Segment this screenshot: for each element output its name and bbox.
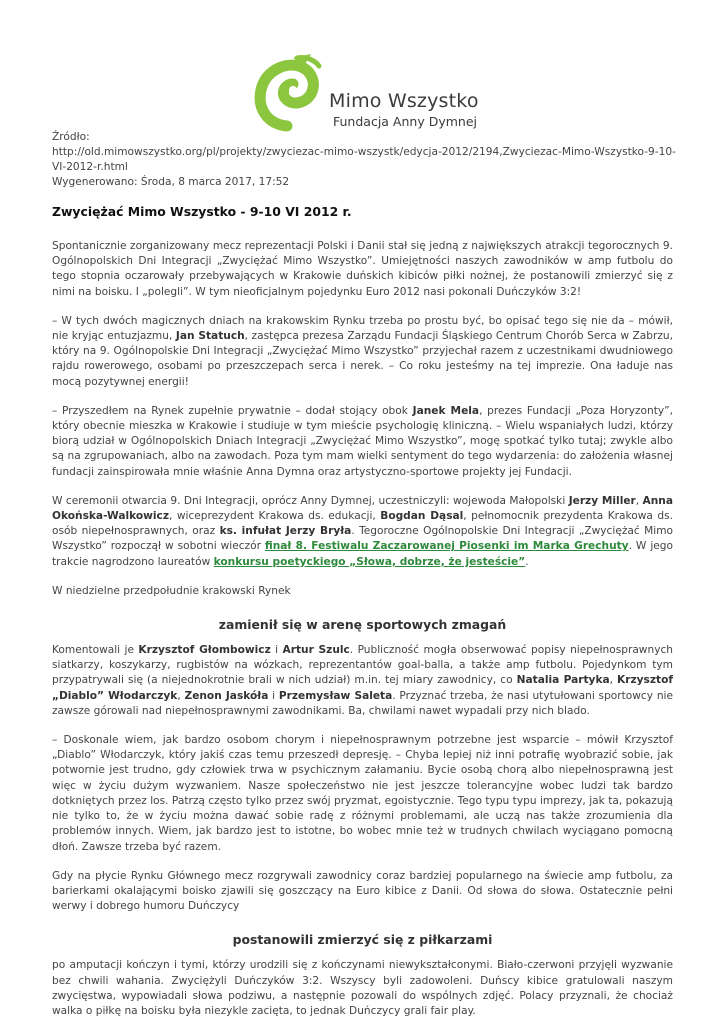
person-name: Jerzy Miller xyxy=(568,494,636,507)
paragraph-2: – W tych dwóch magicznych dniach na krakowskim Rynku trzeba po prostu być, bo opisać tego się nie da – mówił, nie kryjąc entuzjazmu, Jan Statuch, zastępca prezesa Zarządu Fundacji Śląskiego Centrum Chorób Serca w Zabrzu, który na 9. Ogólnopolskie Dni Integracji „Zwyciężać Mimo Wszystko” przyjechał razem z uczestnikami dwudniowego rajdu rowerowego, osobami po przeszczepach serca i nerek. – Co roku jesteśmy na tej imprezie. Ona ładuje nas mocą pozytywnej energii! xyxy=(52,314,673,388)
article-body xyxy=(52,239,673,1033)
article-title: Zwyciężać Mimo Wszystko - 9-10 VI 2012 r. xyxy=(52,204,352,219)
festival-link[interactable]: finał 8. Festiwalu Zaczarowanej Piosenki im Marka Grechuty xyxy=(264,540,629,553)
person-name: Zenon Jaskóła xyxy=(184,689,269,702)
poetry-contest-link[interactable]: konkursu poetyckiego „Słowa, dobrze, że jesteście” xyxy=(213,555,526,568)
section-heading-1: zamienił się w arenę sportowych zmagań xyxy=(218,617,507,633)
spiral-logo-icon xyxy=(253,52,325,132)
source-url: http://old.mimowszystko.org/pl/projekty/zwyciezac-mimo-wszystk/edycja-2012/2194,Zwyciezac-Mimo-Wszystko-9-10-VI-2012-r.html xyxy=(52,146,676,173)
person-name: Jan Statuch xyxy=(175,330,245,343)
logo-subtitle: Fundacja Anny Dymnej xyxy=(333,114,477,129)
person-name: Anna Okońska-Walkowicz xyxy=(52,494,673,523)
person-name: Przemysław Saleta xyxy=(278,689,393,702)
person-name: ks. infułat Jerzy Bryła xyxy=(219,525,352,538)
source-info xyxy=(52,130,677,190)
paragraph-7: – Doskonale wiem, jak bardzo osobom chorym i niepełnosprawnym potrzebne jest wsparcie – mówił Krzysztof „Diablo” Włodarczyk, który jakiś czas temu przeszedł depresję. – Chyba lepiej niż inni potrafię wyobrazić sobie, jak potwornie jest trudno, gdy człowiek trwa w psychicznym załamaniu. Bycie osobą chorą albo niepełnosprawną jest więc w życiu dużym wyzwaniem. Nasze społeczeństwo nie jest jeszcze tolerancyjne wobec ludzi tak bardzo dotkniętych przez los. Patrzą często tylko przez swój pryzmat, egoistycznie. Tego typu typu imprezy, jak ta, pokazują nie tylko to, że w życiu można dawać sobie radę z różnymi problemami, ale uczą nas także zrozumienia dla problemów innych. Wiem, jak bardzo jest to istotne, bo wobec mnie też w trudnych chwilach wyciągano pomocną dłoń. Zawsze trzeba być razem. xyxy=(52,734,673,853)
paragraph-8: Gdy na płycie Rynku Głównego mecz rozgrywali zawodnicy coraz bardziej popularnego na świecie amp futbolu, za barierkami okalającymi boisko zjawili się goszczący na Euro kibice z Danii. Od słowa do słowa. Ostatecznie pełni werwy i dobrego humoru Duńczycy xyxy=(52,869,673,913)
person-name: Krzysztof „Diablo” Włodarczyk xyxy=(52,674,673,702)
paragraph-5: W niedzielne przedpołudnie krakowski Rynek xyxy=(52,584,291,597)
person-name: Natalia Partyka xyxy=(516,674,610,687)
generated-date: Wygenerowano: Środa, 8 marca 2017, 17:52 xyxy=(52,176,290,188)
paragraph-1: Spontanicznie zorganizowany mecz reprezentacji Polski i Danii stał się jedną z największych atrakcji tegorocznych 9. Ogólnopolskich Dni Integracji „Zwyciężać Mimo Wszystko”. Umiejętności naszych zawodników w amp futbolu do tego stopnia oczarowały przebywających w Krakowie duńskich kibiców piłki nożnej, że postanowili zmierzyć się z nimi na boisku. I „polegli”. W tym nieoficjalnym pojedynku Euro 2012 nasi pokonali Duńczyków 3:2! xyxy=(52,240,673,298)
person-name: Artur Szulc xyxy=(282,644,350,657)
person-name: Bogdan Dąsal xyxy=(380,510,464,523)
person-name: Janek Mela xyxy=(412,404,480,417)
paragraph-3: – Przyszedłem na Rynek zupełnie prywatnie – dodał stojący obok Janek Mela, prezes Fundacji „Poza Horyzonty”, który obecnie mieszka w Krakowie i studiuje w tym mieście psychologię kliniczną. – Wielu wspaniałych ludzi, którzy biorą udział w Ogólnopolskich Dniach Integracji „Zwyciężać Mimo Wszystko”, mogę spotkać tylko tutaj; zwykle albo są na zgrupowaniach, albo na zawodach. Poza tym mam wielki sentyment do tego wydarzenia: do założenia własnej fundacji zainspirowała mnie właśnie Anna Dymna oraz artystyczno-sportowe projekty jej Fundacji. xyxy=(52,404,673,478)
person-name: Krzysztof Głombowicz xyxy=(138,644,271,657)
logo-name: Mimo Wszystko xyxy=(329,90,479,112)
foundation-logo xyxy=(253,52,479,132)
paragraph-6: Komentowali je Krzysztof Głombowicz i Artur Szulc. Publiczność mogła obserwować popisy niepełnosprawnych siatkarzy, koszykarzy, rugbistów na wózkach, reprezentantów goal-balla, a także amp futbolu. Pojedynkom tym przypatrywali się (a niejednokrotnie brali w nich udział) m.in. tej miary zawodnicy, co Natalia Partyka, Krzysztof „Diablo” Włodarczyk, Zenon Jaskóła i Przemysław Saleta. Przyznać trzeba, że nasi utytułowani sportowcy nie zawsze górowali nad niepełnosprawnymi zawodnikami. Ba, chwilami nawet wypadali przy nich blado. xyxy=(52,644,673,717)
paragraph-4: W ceremonii otwarcia 9. Dni Integracji, oprócz Anny Dymnej, uczestniczyli: wojewoda Małopolski Jerzy Miller, Anna Okońska-Walkowicz, wiceprezydent Krakowa ds. edukacji, Bogdan Dąsal, pełnomocnik prezydenta Krakowa ds. osób niepełnosprawnych, oraz ks. infułat Jerzy Bryła. Tegoroczne Ogólnopolskie Dni Integracji „Zwyciężać Mimo Wszystko” rozpoczął w sobotni wieczór finał 8. Festiwalu Zaczarowanej Piosenki im Marka Grechuty. W jego trakcie nagrodzono laureatów konkursu poetyckiego „Słowa, dobrze, że jesteście”. xyxy=(52,494,673,568)
source-label: Źródło: xyxy=(52,131,90,143)
paragraph-9: po amputacji kończyn i tymi, którzy urodzili się z kończynami niewykształconymi. Biało-czerwoni przyjęli wyzwanie bez chwili wahania. Zwyciężyli Duńczyków 3:2. Wszyscy byli zadowoleni. Duńscy kibice gratulowali naszym zwycięstwa, wypowiadali słowa podziwu, a następnie pozowali do wspólnych zdjęć. Polacy przyznali, że chociaż walka o piłkę na boisku była niezykle zacięta, to jednak Duńczycy grali fair play. xyxy=(52,959,673,1017)
section-heading-2: postanowili zmierzyć się z piłkarzami xyxy=(232,932,493,948)
